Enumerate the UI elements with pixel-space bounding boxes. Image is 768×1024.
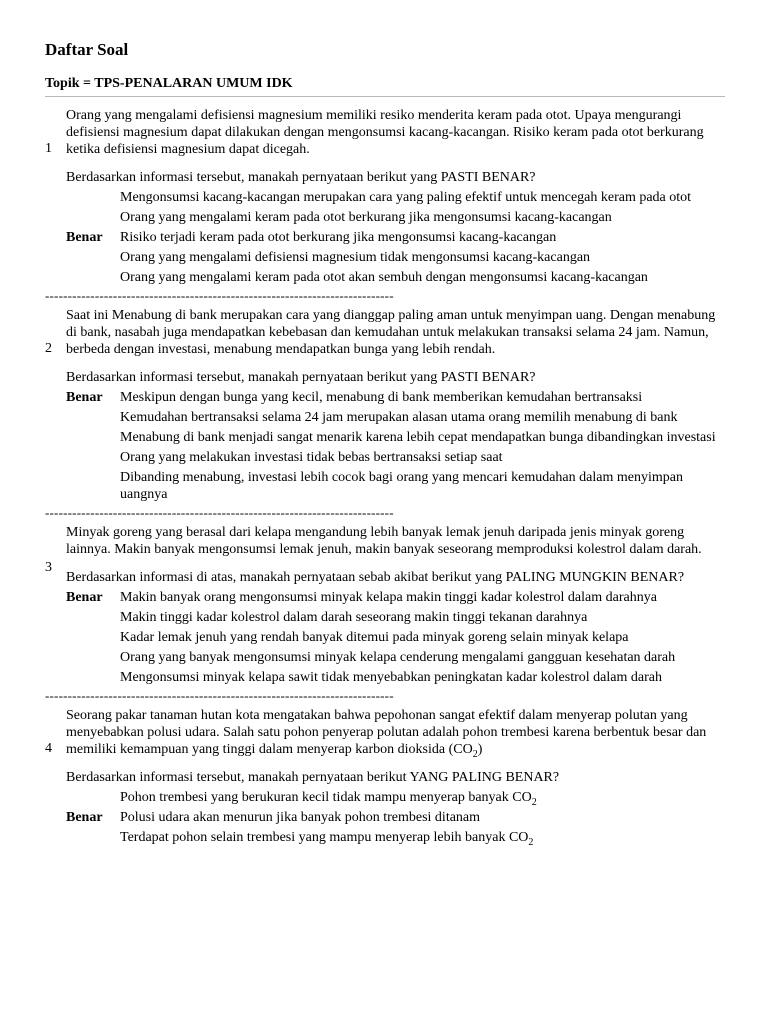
option-text: Mengonsumsi minyak kelapa sawit tidak menyebabkan peningkatan kadar kolestrol dalam darah	[120, 670, 662, 685]
question-2	[45, 307, 725, 505]
subscript: 2	[531, 796, 537, 808]
question-prompt: Berdasarkan informasi tersebut, manakah pernyataan berikut yang PASTI BENAR?	[66, 370, 536, 385]
option-text: Risiko terjadi keram pada otot berkurang jika mengonsumsi kacang-kacangan	[120, 230, 557, 245]
question-number: 2	[45, 341, 52, 356]
option-3[interactable]	[120, 428, 725, 448]
option-text: Kadar lemak jenuh yang rendah banyak ditemui pada minyak goreng selain minyak kelapa	[120, 630, 629, 645]
correct-answer-label: Benar	[66, 230, 103, 245]
option-1[interactable]	[120, 788, 725, 808]
option-text: Terdapat pohon selain trembesi yang mampu menyerap lebih banyak CO	[120, 830, 529, 845]
question-4	[45, 707, 725, 848]
option-text: Dibanding menabung, investasi lebih cocok bagi orang yang mencari kemudahan dalam menyimpan uangnya	[120, 470, 683, 502]
question-number: 1	[45, 141, 52, 156]
option-1[interactable]	[66, 588, 725, 608]
option-text: Kemudahan bertransaksi selama 24 jam merupakan alasan utama orang memilih menabung di bank	[120, 410, 678, 425]
option-2[interactable]	[120, 408, 725, 428]
option-list	[45, 388, 725, 505]
question-separator: -----------------------------------------------------------------------------	[45, 506, 394, 520]
option-1[interactable]	[66, 388, 725, 408]
option-3[interactable]	[66, 228, 725, 248]
option-text: Makin tinggi kadar kolestrol dalam darah seseorang makin tinggi tekanan darahnya	[120, 610, 588, 625]
subscript: 2	[528, 836, 534, 848]
question-stem: Minyak goreng yang berasal dari kelapa mengandung lebih banyak lemak jenuh daripada jenis minyak goreng lainnya. Makin banyak mengonsumsi lemak jenuh, makin banyak seseorang memproduksi kolestrol dalam darah.	[66, 525, 702, 557]
option-text: Polusi udara akan menurun jika banyak pohon trembesi ditanam	[120, 810, 481, 825]
correct-answer-label: Benar	[66, 390, 103, 405]
option-3[interactable]	[120, 828, 725, 848]
option-2[interactable]	[66, 808, 725, 828]
question-separator: -----------------------------------------------------------------------------	[45, 289, 394, 303]
question-stem: Orang yang mengalami defisiensi magnesium memiliki resiko menderita keram pada otot. Upaya mengurangi defisiensi magnesium dapat dilakukan dengan mengonsumsi kacang-kacangan. Risiko keram pada otot berkurang ketika defisiensi magnesium dapat dicegah.	[66, 108, 704, 157]
option-text: Orang yang mengalami defisiensi magnesium tidak mengonsumsi kacang-kacangan	[120, 250, 591, 265]
topic-heading: Topik = TPS-PENALARAN UMUM IDK	[45, 76, 293, 91]
option-3[interactable]	[120, 628, 725, 648]
question-prompt: Berdasarkan informasi tersebut, manakah pernyataan berikut yang PASTI BENAR?	[66, 170, 536, 185]
question-separator: -----------------------------------------------------------------------------	[45, 689, 394, 703]
question-number: 4	[45, 741, 52, 756]
question-list-page	[45, 40, 725, 848]
correct-answer-label: Benar	[66, 810, 103, 825]
question-stem	[66, 707, 725, 758]
question-1	[45, 107, 725, 288]
option-5[interactable]	[120, 268, 725, 288]
option-2[interactable]	[120, 608, 725, 628]
option-text: Orang yang mengalami keram pada otot berkurang jika mengonsumsi kacang-kacangan	[120, 210, 612, 225]
option-5[interactable]	[120, 668, 725, 688]
option-1[interactable]	[120, 188, 725, 208]
question-3	[45, 524, 725, 688]
page-title: Daftar Soal	[45, 40, 129, 59]
question-prompt: Berdasarkan informasi tersebut, manakah pernyataan berikut YANG PALING BENAR?	[66, 770, 560, 785]
question-prompt: Berdasarkan informasi di atas, manakah pernyataan sebab akibat berikut yang PALING MUNGKIN BENAR?	[66, 570, 685, 585]
option-text: Orang yang melakukan investasi tidak bebas bertransaksi setiap saat	[120, 450, 503, 465]
option-text: Orang yang mengalami keram pada otot akan sembuh dengan mengonsumsi kacang-kacangan	[120, 270, 648, 285]
subscript: 2	[472, 748, 478, 760]
option-4[interactable]	[120, 648, 725, 668]
option-list	[45, 788, 725, 848]
option-text: Menabung di bank menjadi sangat menarik karena lebih cepat mendapatkan bunga dibandingkan investasi	[120, 430, 716, 445]
question-stem: Saat ini Menabung di bank merupakan cara yang dianggap paling aman untuk menyimpan uang. Dengan menabung di bank, nasabah juga mendapatkan kebebasan dan kemudahan untuk melakukan transaksi selama 24 jam. Namun, berbeda dengan investasi, menabung mendapatkan bunga yang lebih rendah.	[66, 308, 716, 357]
option-4[interactable]	[120, 448, 725, 468]
question-number: 3	[45, 560, 52, 575]
option-4[interactable]	[120, 248, 725, 268]
option-text: Meskipun dengan bunga yang kecil, menabung di bank memberikan kemudahan bertransaksi	[120, 390, 643, 405]
option-text: Mengonsumsi kacang-kacangan merupakan cara yang paling efektif untuk mencegah keram pada otot	[120, 190, 692, 205]
stem-tail: )	[477, 742, 483, 757]
option-list	[45, 188, 725, 288]
correct-answer-label: Benar	[66, 590, 103, 605]
option-text: Pohon trembesi yang berukuran kecil tidak mampu menyerap banyak CO	[120, 790, 532, 805]
option-5[interactable]	[120, 468, 725, 505]
option-list	[45, 588, 725, 688]
header-divider	[45, 96, 725, 97]
option-2[interactable]	[120, 208, 725, 228]
option-text: Orang yang banyak mengonsumsi minyak kelapa cenderung mengalami gangguan kesehatan darah	[120, 650, 676, 665]
stem-text: Seorang pakar tanaman hutan kota mengatakan bahwa pepohonan sangat efektif dalam menyerap polutan yang menyebabkan polusi udara. Salah satu pohon penyerap polutan adalah pohon trembesi karena berbentuk besar dan memiliki kemampuan yang tinggi dalam menyerap karbon dioksida (CO	[66, 708, 707, 757]
option-text: Makin banyak orang mengonsumsi minyak kelapa makin tinggi kadar kolestrol dalam darahnya	[120, 590, 657, 605]
